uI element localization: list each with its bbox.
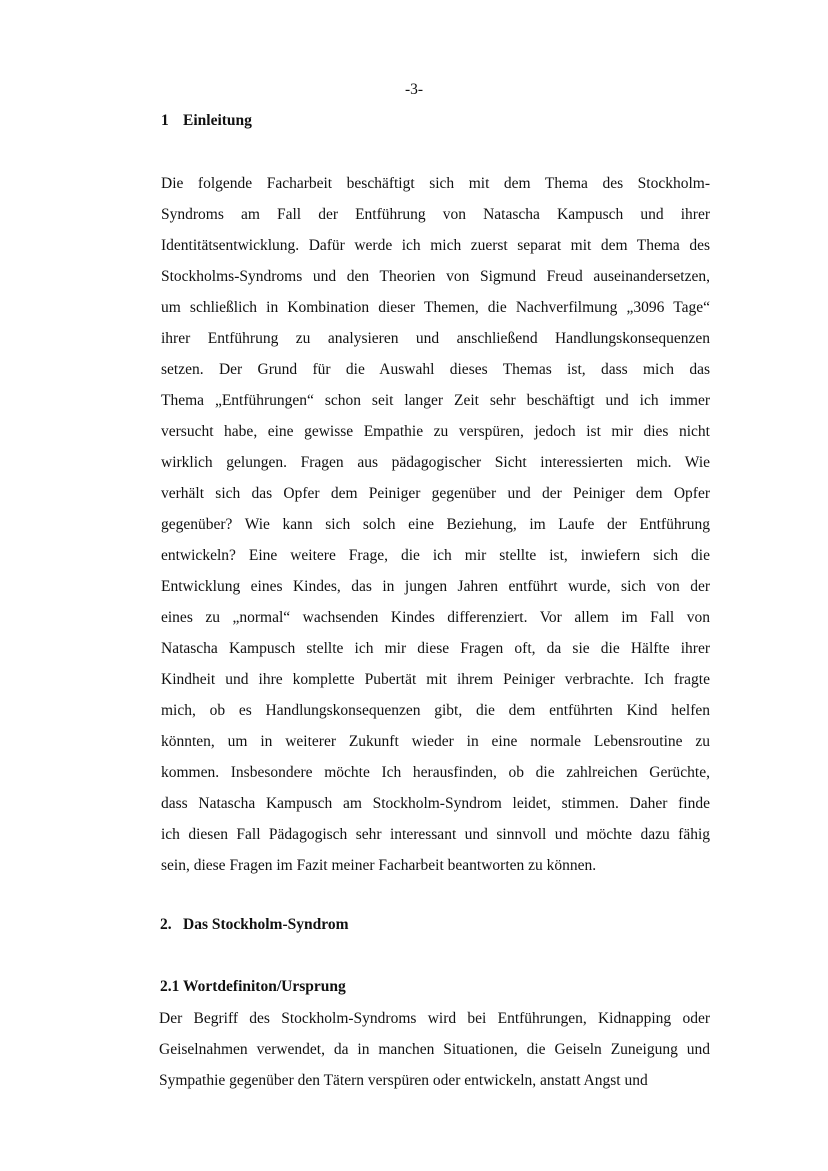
paragraph-wortdefinition bbox=[159, 1003, 710, 1096]
text-line: Sympathie gegenüber den Tätern verspüren oder entwickeln, anstatt Angst und bbox=[159, 1072, 648, 1089]
section-number: 1 bbox=[161, 112, 169, 129]
section-title: Das Stockholm-Syndrom bbox=[183, 916, 349, 933]
text-line: sein, diese Fragen im Fazit meiner Facharbeit beantworten zu können. bbox=[161, 857, 597, 874]
text-line: Natascha Kampusch stellte ich mir diese Fragen oft, da sie die Hälfte ihrer bbox=[161, 640, 710, 657]
text-line: Die folgende Facharbeit beschäftigt sich mit dem Thema des Stockholm- bbox=[161, 175, 710, 192]
text-line: wirklich gelungen. Fragen aus pädagogischer Sicht interessierten mich. Wie bbox=[161, 454, 710, 471]
text-line: setzen. Der Grund für die Auswahl dieses Themas ist, dass mich das bbox=[161, 361, 710, 378]
text-line: Stockholms-Syndroms und den Theorien von Sigmund Freud auseinandersetzen, bbox=[161, 268, 710, 285]
page-number: -3- bbox=[404, 81, 424, 98]
text-line: ich diesen Fall Pädagogisch sehr interessant und sinnvoll und möchte dazu fähig bbox=[161, 826, 710, 843]
text-line: Thema „Entführungen“ schon seit langer Zeit sehr beschäftigt und ich immer bbox=[161, 392, 710, 409]
text-line: ihrer Entführung zu analysieren und anschließend Handlungskonsequenzen bbox=[161, 330, 710, 347]
paragraph-einleitung bbox=[161, 168, 710, 881]
text-line: Syndroms am Fall der Entführung von Natascha Kampusch und ihrer bbox=[161, 206, 710, 223]
section-heading-einleitung bbox=[161, 111, 252, 131]
text-line: Entwicklung eines Kindes, das in jungen Jahren entführt wurde, sich von der bbox=[161, 578, 710, 595]
text-line: verhält sich das Opfer dem Peiniger gegenüber und der Peiniger dem Opfer bbox=[161, 485, 710, 502]
text-line: Kindheit und ihre komplette Pubertät mit ihrem Peiniger verbrachte. Ich fragte bbox=[161, 671, 710, 688]
section-number: 2. bbox=[160, 916, 172, 933]
section-title: Einleitung bbox=[183, 112, 252, 129]
text-line: Identitätsentwicklung. Dafür werde ich mich zuerst separat mit dem Thema des bbox=[161, 237, 710, 254]
section-heading-stockholm-syndrom bbox=[160, 915, 349, 935]
text-line: eines zu „normal“ wachsenden Kindes differenziert. Vor allem im Fall von bbox=[161, 609, 710, 626]
text-line: mich, ob es Handlungskonsequenzen gibt, die dem entführten Kind helfen bbox=[161, 702, 710, 719]
text-line: könnten, um in weiterer Zukunft wieder in eine normale Lebensroutine zu bbox=[161, 733, 710, 750]
text-line: kommen. Insbesondere möchte Ich herausfinden, ob die zahlreichen Gerüchte, bbox=[161, 764, 710, 781]
text-line: entwickeln? Eine weitere Frage, die ich mir stellte ist, inwiefern sich die bbox=[161, 547, 710, 564]
text-line: versucht habe, eine gewisse Empathie zu verspüren, jedoch ist mir dies nicht bbox=[161, 423, 710, 440]
text-line: dass Natascha Kampusch am Stockholm-Syndrom leidet, stimmen. Daher finde bbox=[161, 795, 710, 812]
subsection-heading-wortdefinition: 2.1 Wortdefiniton/Ursprung bbox=[160, 978, 346, 995]
text-line: Geiselnahmen verwendet, da in manchen Situationen, die Geiseln Zuneigung und bbox=[159, 1041, 710, 1058]
text-line: gegenüber? Wie kann sich solch eine Beziehung, im Laufe der Entführung bbox=[161, 516, 710, 533]
text-line: um schließlich in Kombination dieser Themen, die Nachverfilmung „3096 Tage“ bbox=[161, 299, 710, 316]
text-line: Der Begriff des Stockholm-Syndroms wird bei Entführungen, Kidnapping oder bbox=[159, 1010, 710, 1027]
